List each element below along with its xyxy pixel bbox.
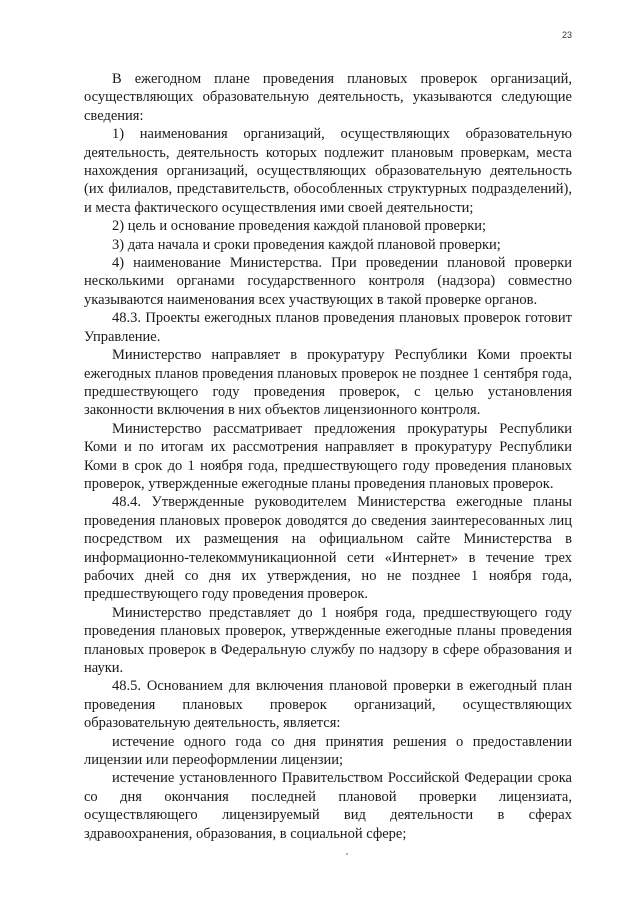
paragraph-48-4: 48.4. Утвержденные руководителем Министерства ежегодные планы проведения плановых проверок доводятся до сведения заинтересованных лиц посредством их размещения на официальном сайте Министерства в информационно-телекоммуникационной сети «Интернет» в течение трех рабочих дней со дня их утверждения, но не позднее 1 ноября года, предшествующего году проведения проверок. (84, 494, 572, 603)
scan-speck (346, 853, 348, 855)
list-item-2: 2) цель и основание проведения каждой плановой проверки; (112, 218, 487, 235)
paragraph: истечение установленного Правительством Российской Федерации срока со дня окончания последней плановой проверки лицензиата, осуществляющего лицензируемый вид деятельности в сферах здравоохранения, образования, в социальной сфере; (84, 770, 572, 842)
paragraph: Министерство направляет в прокуратуру Республики Коми проекты ежегодных планов проведения плановых проверок не позднее 1 сентября года, предшествующего году проведения проверок, с целью установления законности включения в них объектов лицензионного контроля. (84, 347, 572, 419)
paragraph: Министерство рассматривает предложения прокуратуры Республики Коми и по итогам их рассмотрения направляет в прокуратуру Республики Коми в срок до 1 ноября года, предшествующего году проведения плановых проверок, утвержденные ежегодные планы проведения плановых проверок. (84, 420, 572, 492)
page-number: 23 (561, 30, 572, 40)
document-body (84, 70, 572, 843)
list-item-3: 3) дата начала и сроки проведения каждой плановой проверки; (112, 236, 501, 253)
paragraph: истечение одного года со дня принятия решения о предоставлении лицензии или переоформлении лицензии; (84, 733, 572, 769)
paragraph: Министерство представляет до 1 ноября года, предшествующего году проведения плановых проверок, утвержденные ежегодные планы проведения плановых проверок в Федеральную службу по надзору в сфере образования и науки. (84, 604, 572, 676)
paragraph-48-5: 48.5. Основанием для включения плановой проверки в ежегодный план проведения плановых проверок организаций, осуществляющих образовательную деятельность, является: (84, 678, 572, 732)
list-item-4: 4) наименование Министерства. При проведении плановой проверки несколькими органами государственного контроля (надзора) совместно указываются наименования всех участвующих в такой проверке органов. (84, 255, 572, 308)
paragraph-intro: В ежегодном плане проведения плановых проверок организаций, осуществляющих образовательную деятельность, указываются следующие сведения: (84, 71, 572, 124)
paragraph-48-3: 48.3. Проекты ежегодных планов проведения плановых проверок готовит Управление. (84, 310, 572, 345)
list-item-1: 1) наименования организаций, осуществляющих образовательную деятельность, деятельность которых подлежит плановым проверкам, места нахождения организаций, осуществляющих образовательную деятельность (их филиалов, представительств, обособленных структурных подразделений), и места фактического осуществления ими своей деятельности; (84, 126, 572, 216)
